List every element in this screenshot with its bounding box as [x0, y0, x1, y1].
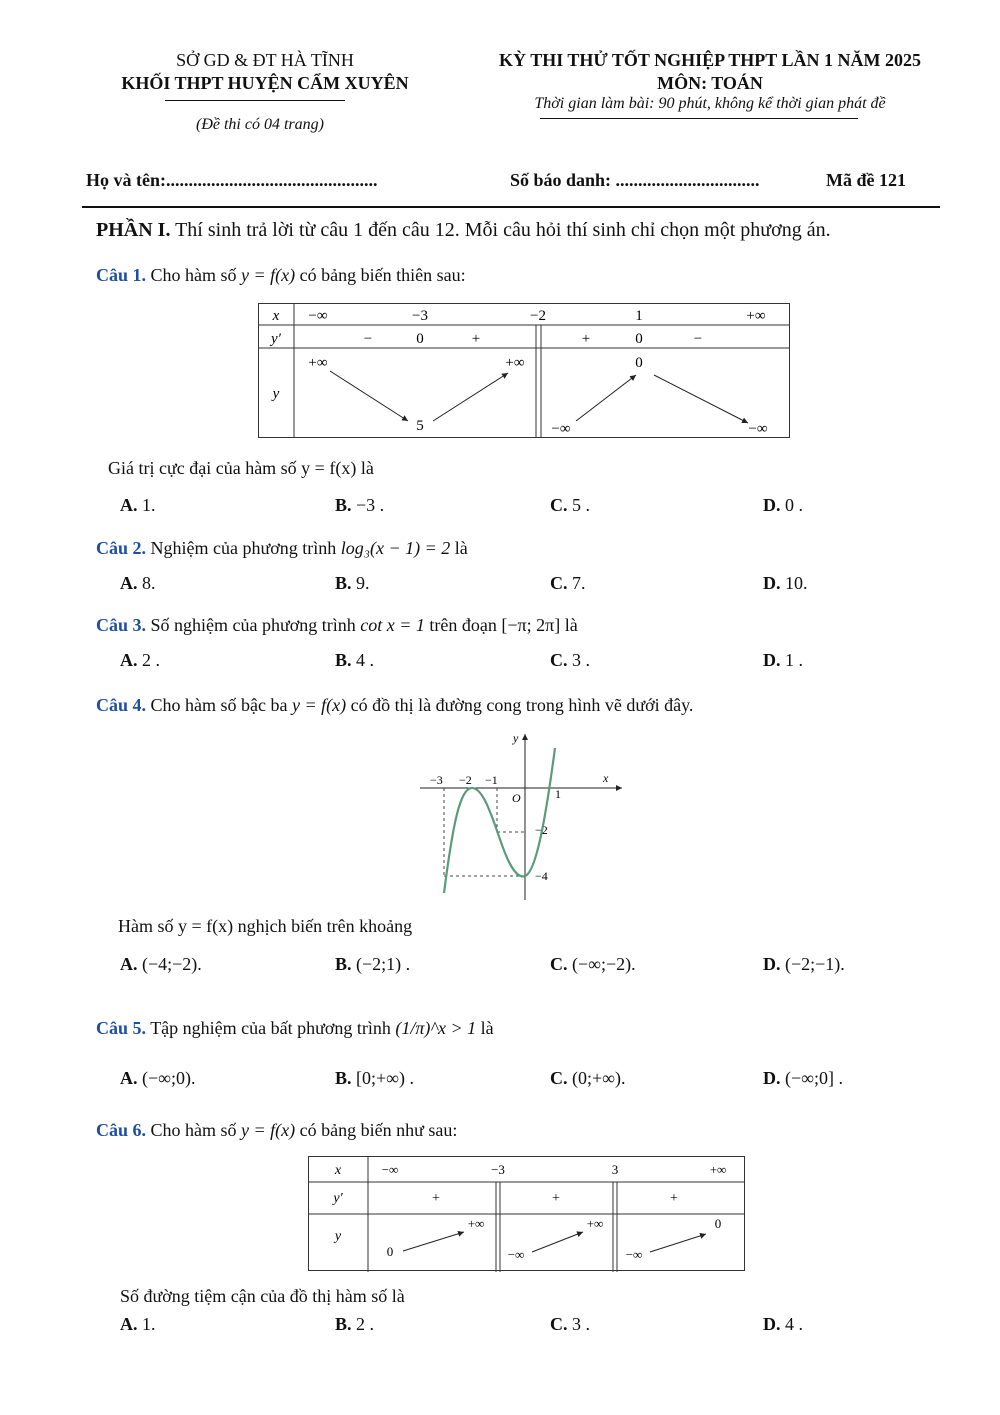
- question-3: Câu 3. Số nghiệm của phương trình cot x = 1 trên đoạn [−π; 2π] là: [96, 615, 578, 635]
- svg-text:+∞: +∞: [586, 1216, 604, 1231]
- graph-origin: O: [512, 791, 521, 805]
- svg-text:0: 0: [386, 1244, 394, 1259]
- graph-xtick-3: −1: [485, 773, 498, 787]
- question-2: Câu 2. Nghiệm của phương trình log₃(x − 1) = 2 là: [96, 538, 468, 558]
- svg-text:x: x: [334, 1163, 342, 1178]
- q6-option-d[interactable]: D. 4 .: [763, 1314, 803, 1334]
- subject: MÔN: TOÁN: [657, 73, 763, 93]
- q5-option-c[interactable]: C. (0;+∞).: [550, 1068, 626, 1088]
- exam-title: KỲ THI THỬ TỐT NGHIỆP THPT LẦN 1 NĂM 2025: [499, 50, 921, 70]
- t1-x1: −3: [412, 308, 428, 324]
- part1-heading: PHẦN I. Thí sinh trả lời từ câu 1 đến câu 12. Mỗi câu hỏi thí sinh chỉ chọn một phương án.: [96, 219, 831, 241]
- svg-text:0: 0: [714, 1216, 722, 1231]
- graph-x-label: x: [603, 771, 609, 785]
- question-1: Câu 1. Cho hàm số y = f(x) có bảng biến thiên sau:: [96, 265, 466, 285]
- dept-name: SỞ GD & ĐT HÀ TĨNH: [176, 50, 354, 70]
- svg-text:0: 0: [635, 331, 643, 347]
- q6-option-c[interactable]: C. 3 .: [550, 1314, 590, 1334]
- candidate-name-field: Họ và tên:...............................................: [86, 170, 378, 190]
- q2-option-c[interactable]: C. 7.: [550, 573, 586, 593]
- t1-x0: −∞: [308, 308, 328, 324]
- school-name: KHỐI THPT HUYỆN CẨM XUYÊN: [121, 73, 409, 93]
- variation-table-1: [258, 303, 790, 438]
- svg-text:+∞: +∞: [505, 355, 525, 371]
- svg-text:y′: y′: [333, 1191, 343, 1206]
- svg-text:+: +: [471, 331, 481, 347]
- svg-text:x: x: [272, 308, 280, 324]
- question-5: Câu 5. Tập nghiệm của bất phương trình (1/π)^x > 1 là: [96, 1018, 494, 1038]
- graph-xtick-2: −2: [459, 773, 472, 787]
- q2-option-d[interactable]: D. 10.: [763, 573, 808, 593]
- graph-y-label: y: [513, 731, 519, 745]
- candidate-number-field: Số báo danh: ................................: [510, 170, 760, 190]
- q3-option-c[interactable]: C. 3 .: [550, 650, 590, 670]
- q5-option-d[interactable]: D. (−∞;0] .: [763, 1068, 843, 1088]
- q5-option-a[interactable]: A. (−∞;0).: [120, 1068, 196, 1088]
- svg-text:−: −: [363, 331, 373, 347]
- cubic-graph: [415, 728, 630, 903]
- svg-text:−3: −3: [491, 1162, 505, 1177]
- q1-option-c[interactable]: C. 5 .: [550, 495, 590, 515]
- q2-option-a[interactable]: A. 8.: [120, 573, 156, 593]
- q4-option-b[interactable]: B. (−2;1) .: [335, 954, 411, 974]
- question-1-sub: Giá trị cực đại của hàm số y = f(x) là: [108, 458, 374, 478]
- svg-text:−∞: −∞: [381, 1162, 399, 1177]
- svg-text:−∞: −∞: [551, 421, 571, 437]
- q1-option-d[interactable]: D. 0 .: [763, 495, 803, 515]
- svg-text:+: +: [432, 1191, 440, 1206]
- svg-text:3: 3: [611, 1162, 619, 1177]
- header-divider-right: [540, 118, 858, 119]
- exam-code: Mã đề 121: [826, 170, 906, 190]
- variation-table-6: [308, 1156, 745, 1272]
- time-limit: Thời gian làm bài: 90 phút, không kể thời gian phát đề: [534, 95, 886, 112]
- svg-text:+: +: [552, 1191, 560, 1206]
- q4-option-c[interactable]: C. (−∞;−2).: [550, 954, 636, 974]
- svg-text:+∞: +∞: [308, 355, 328, 371]
- q3-option-d[interactable]: D. 1 .: [763, 650, 803, 670]
- q1-option-b[interactable]: B. −3 .: [335, 495, 385, 515]
- section-divider: [82, 206, 940, 208]
- svg-text:5: 5: [416, 418, 424, 434]
- svg-text:+: +: [670, 1191, 678, 1206]
- svg-text:y: y: [272, 386, 280, 402]
- page-count-note: (Đề thi có 04 trang): [196, 116, 324, 133]
- svg-text:−∞: −∞: [625, 1247, 643, 1262]
- q2-option-b[interactable]: B. 9.: [335, 573, 370, 593]
- q6-option-a[interactable]: A. 1.: [120, 1314, 156, 1334]
- svg-text:0: 0: [416, 331, 424, 347]
- q4-option-d[interactable]: D. (−2;−1).: [763, 954, 845, 974]
- q5-option-b[interactable]: B. [0;+∞) .: [335, 1068, 414, 1088]
- svg-text:y′: y′: [271, 331, 281, 347]
- question-4: Câu 4. Cho hàm số bậc ba y = f(x) có đồ thị là đường cong trong hình vẽ dưới đây.: [96, 695, 694, 715]
- q4-option-a[interactable]: A. (−4;−2).: [120, 954, 202, 974]
- q6-option-b[interactable]: B. 2 .: [335, 1314, 375, 1334]
- graph-ytick-1: −2: [535, 823, 548, 837]
- svg-text:−: −: [693, 331, 703, 347]
- t1-x3: 1: [635, 308, 643, 324]
- svg-text:+∞: +∞: [709, 1162, 727, 1177]
- q3-option-b[interactable]: B. 4 .: [335, 650, 375, 670]
- svg-text:−∞: −∞: [748, 421, 768, 437]
- svg-text:−∞: −∞: [507, 1247, 525, 1262]
- svg-text:+∞: +∞: [467, 1216, 485, 1231]
- question-4-sub: Hàm số y = f(x) nghịch biến trên khoảng: [118, 916, 413, 936]
- q3-option-a[interactable]: A. 2 .: [120, 650, 160, 670]
- graph-xtick-1: −3: [430, 773, 443, 787]
- graph-ytick-2: −4: [535, 869, 548, 883]
- t1-x4: +∞: [746, 308, 766, 324]
- svg-text:0: 0: [635, 355, 643, 371]
- graph-xtick-4: 1: [555, 787, 561, 801]
- svg-text:y: y: [334, 1229, 342, 1244]
- t1-x2: −2: [530, 308, 546, 324]
- q1-option-a[interactable]: A. 1.: [120, 495, 156, 515]
- svg-text:+: +: [581, 331, 591, 347]
- header-divider-left: [165, 100, 345, 101]
- question-6: Câu 6. Cho hàm số y = f(x) có bảng biến như sau:: [96, 1120, 458, 1140]
- question-6-sub: Số đường tiệm cận của đồ thị hàm số là: [120, 1286, 405, 1306]
